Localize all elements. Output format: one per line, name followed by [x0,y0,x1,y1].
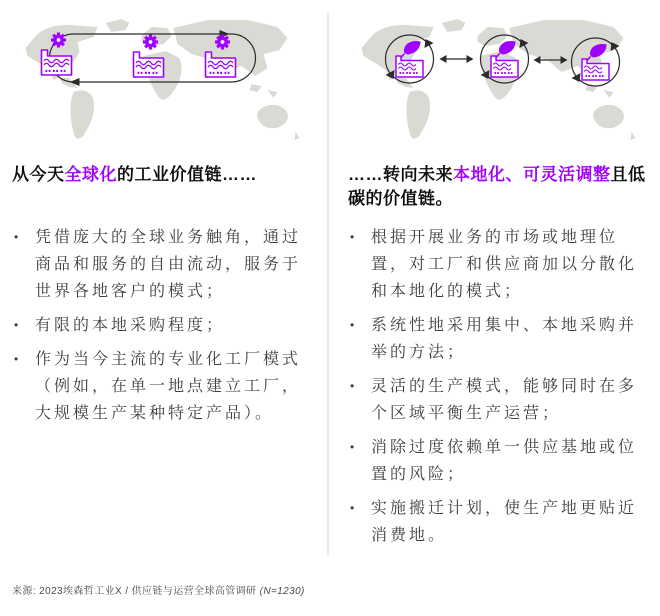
left-bullet-list [10,224,313,427]
left-column [10,14,313,434]
list-item [346,224,649,305]
bullet-icon: • [14,352,19,366]
bullet-icon: • [14,230,19,244]
bullet-text: 凭借庞大的全球业务触角，通过商品和服务的自由流动，服务于世界各地客户的模式； [35,229,302,300]
globalized-value-chain-map [10,14,313,160]
right-heading [348,163,649,222]
heading-text: 的工业价值链…… [117,165,257,184]
list-item [346,373,649,427]
world-map [26,19,300,140]
column-divider [327,12,329,555]
bullet-text: 灵活的生产模式，能够同时在多个区域平衡生产运营； [371,378,638,422]
source-text: 来源: 2023埃森哲工业X / 供应链与运营全球高管调研 [12,586,260,597]
list-item [10,224,313,305]
bullet-text: 实施搬迁计划，使生产地更贴近消费地。 [371,500,638,544]
left-heading [12,163,313,222]
bullet-text: 消除过度依赖单一供应基地或位置的风险； [371,439,638,483]
source-note [12,582,305,597]
bullet-icon: • [350,379,355,393]
localized-value-chain-map [346,14,649,160]
list-item [346,495,649,549]
bullet-icon: • [350,230,355,244]
bullet-icon: • [350,501,355,515]
list-item [346,434,649,488]
heading-text: 且低碳的价值链。 [348,165,646,208]
list-item [346,312,649,366]
double-headed-arrow-icon [440,55,474,63]
bullet-icon: • [350,440,355,454]
bullet-text: 作为当今主流的专业化工厂模式（例如，在单一地点建立工厂，大规模生产某种特定产品）。 [35,351,302,422]
bullet-icon: • [350,318,355,332]
bullet-icon: • [14,318,19,332]
heading-text: 从今天 [12,165,65,184]
right-bullet-list [346,224,649,549]
bullet-text: 根据开展业务的市场或地理位置，对工厂和供应商加以分散化和本地化的模式； [371,229,638,300]
list-item [10,346,313,427]
list-item [10,312,313,339]
bullet-text: 有限的本地采购程度； [35,317,226,334]
heading-highlight: 全球化 [64,165,117,184]
bullet-text: 系统性地采用集中、本地采购并举的方法； [371,317,638,361]
survey-sample-size: (N=1230) [259,586,305,597]
heading-text: ……转向未来 [348,165,453,184]
heading-highlight: 本地化、可灵活调整 [453,165,611,184]
right-column [346,14,649,556]
